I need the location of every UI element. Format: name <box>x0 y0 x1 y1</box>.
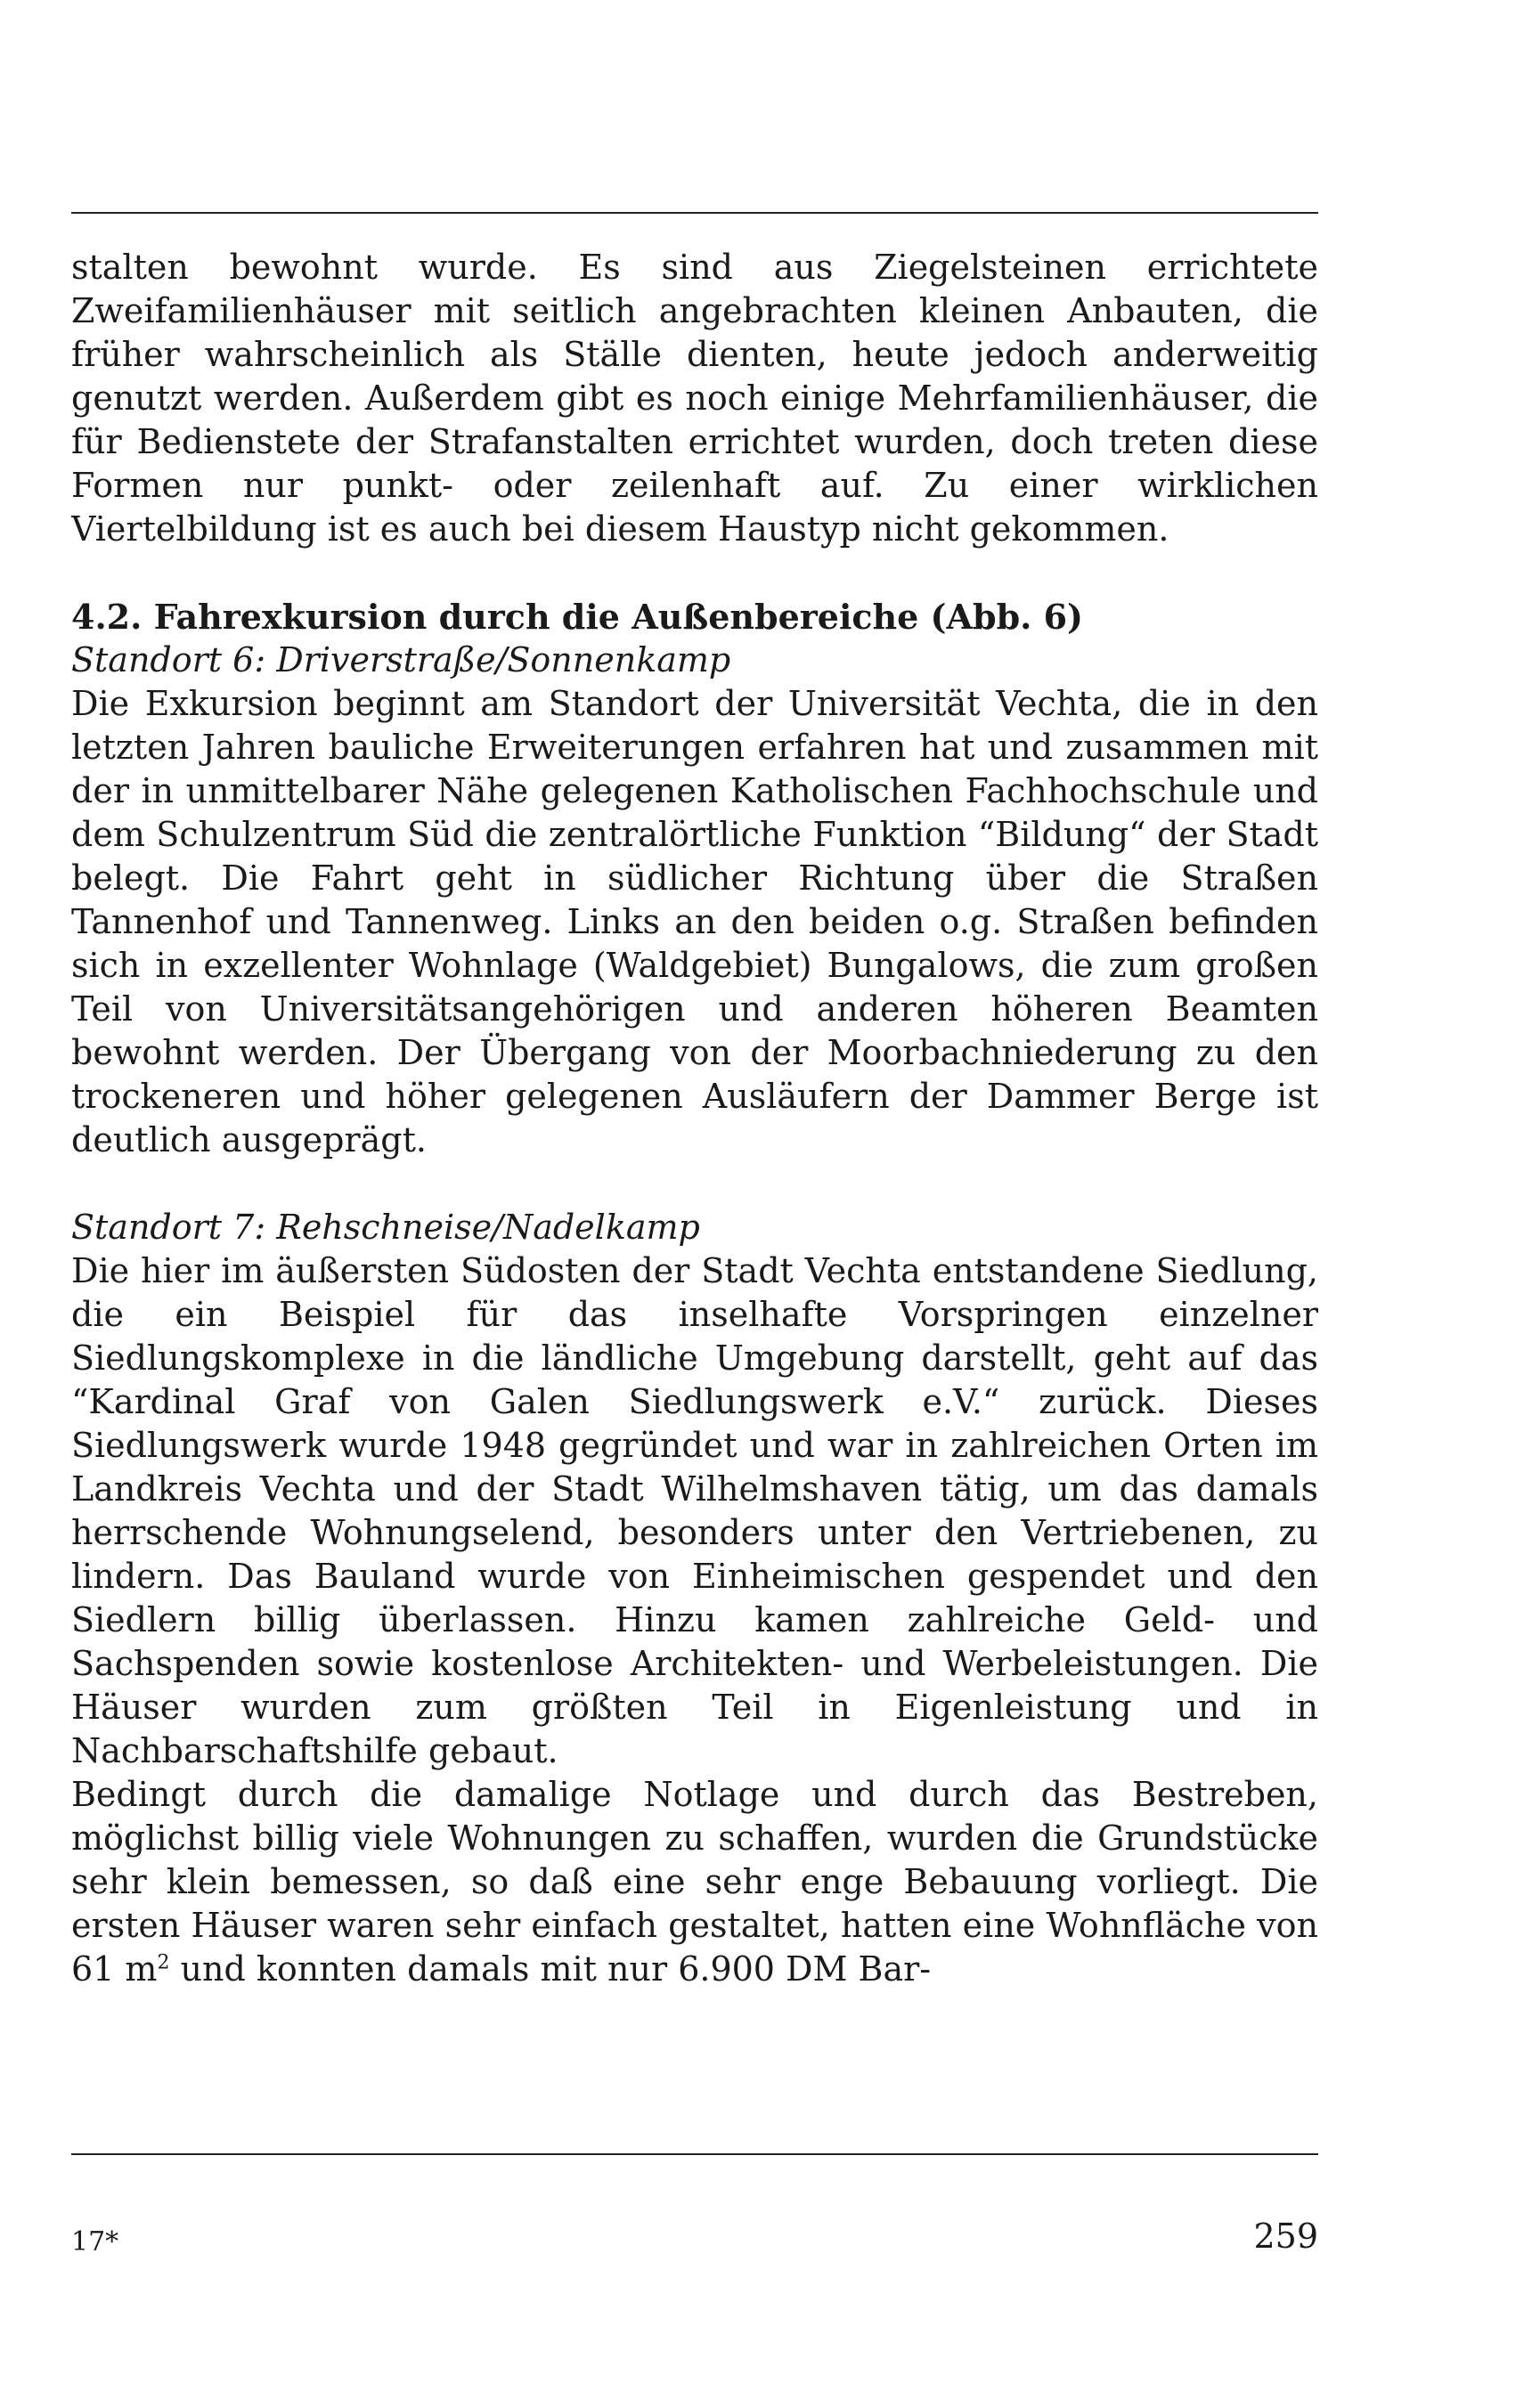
page-number: 259 <box>1253 2217 1318 2256</box>
paragraph-4 <box>71 1773 1318 1991</box>
paragraph-4-end: und konnten damals mit nur 6.900 DM Bar- <box>169 1949 932 1989</box>
signature-mark: 17* <box>71 2226 119 2258</box>
spacer <box>71 551 1318 595</box>
superscript-2: 2 <box>157 1951 170 1974</box>
paragraph-2: Die Exkursion beginnt am Standort der Universität Vechta, die in den letzten Jahren bauliche Erweiterungen erfahren hat und zusammen mit der in unmittelbarer Nähe gelegenen Katholischen Fachhochschule und dem Schulzentrum Süd die zentralörtliche Funktion “Bildung“ der Stadt belegt. Die Fahrt geht in südlicher Richtung über die Straßen Tannenhof und Tannenweg. Links an den beiden o.g. Straßen befinden sich in exzellenter Wohnlage (Waldgebiet) Bungalows, die zum großen Teil von Universitätsangehörigen und anderen höheren Beamten bewohnt werden. Der Übergang von der Moorbachniederung zu den trockeneren und höher gelegenen Ausläufern der Dammer Berge ist deutlich ausgeprägt. <box>71 684 1318 1159</box>
spacer <box>71 1162 1318 1206</box>
paragraph-1: stalten bewohnt wurde. Es sind aus Ziegelsteinen errichtete Zweifamilienhäuser mit seitlich angebrachten kleinen Anbauten, die früher wahrscheinlich als Ställe dienten, heute jedoch anderweitig genutzt werden. Außerdem gibt es noch einige Mehrfamilienhäuser, die für Bedienstete der Strafanstalten errichtet wurden, doch treten diese Formen nur punkt- oder zeilenhaft auf. Zu einer wirklichen Viertelbildung ist es auch bei diesem Haustyp nicht gekommen. <box>71 248 1318 549</box>
text-column <box>71 246 1318 2143</box>
paragraph-3: Die hier im äußersten Südosten der Stadt Vechta entstandene Siedlung, die ein Beispiel für das inselhafte Vorspringen einzelner Siedlungskomplexe in die ländliche Umgebung darstellt, geht auf das “Kardinal Graf von Galen Siedlungswerk e.V.“ zurück. Dieses Siedlungswerk wurde 1948 gegründet und war in zahlreichen Orten im Landkreis Vechta und der Stadt Wilhelmshaven tätig, um das damals herrschende Wohnungselend, besonders unter den Vertriebenen, zu lindern. Das Bauland wurde von Einheimischen gespendet und den Siedlern billig überlassen. Hinzu kamen zahlreiche Geld- und Sachspenden sowie kostenlose Architekten- und Werbeleistungen. Die Häuser wurden zum größten Teil in Eigenleistung und in Nachbarschaftshilfe gebaut. <box>71 1251 1318 1770</box>
section-heading: 4.2. Fahrexkursion durch die Außenbereiche (Abb. 6) <box>71 597 1084 637</box>
top-rule <box>71 212 1318 214</box>
bottom-rule <box>71 2153 1318 2155</box>
standort-6-title: Standort 6: Driverstraße/Sonnenkamp <box>71 640 731 679</box>
paragraph-4-text: Bedingt durch die damalige Notlage und durch das Bestreben, möglichst billig viele Wohnungen zu schaffen, wurden die Grundstücke sehr klein bemessen, so daß eine sehr enge Bebauung vorliegt. Die ersten Häuser waren sehr einfach gestaltet, hatten eine Wohnfläche von 61 m <box>71 1775 1318 1989</box>
standort-7-title: Standort 7: Rehschneise/Nadelkamp <box>71 1208 700 1247</box>
